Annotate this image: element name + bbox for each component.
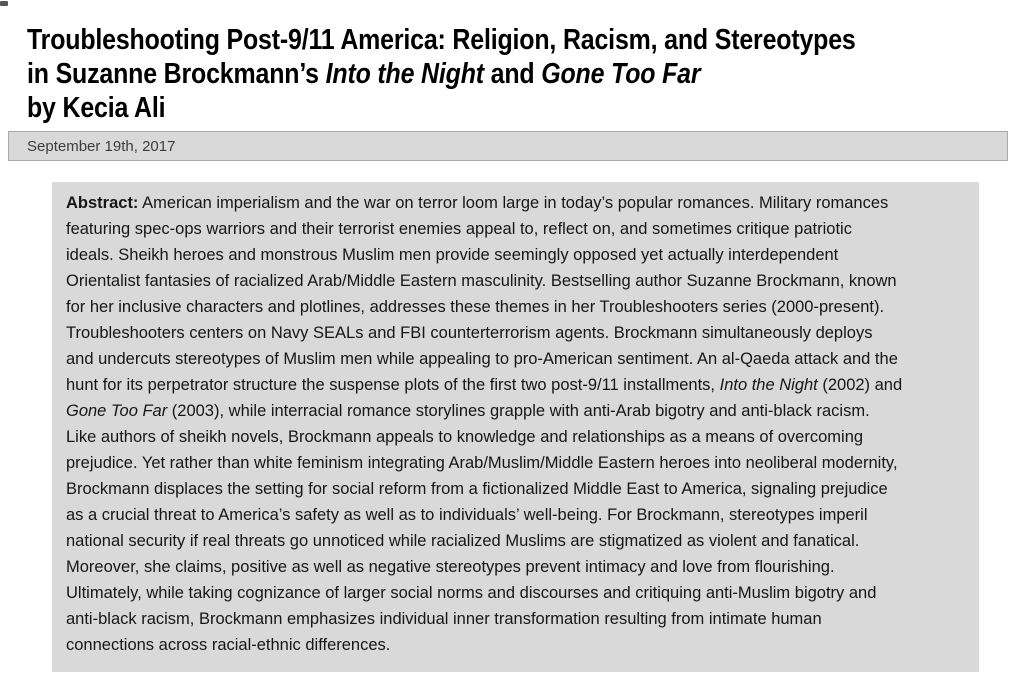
text-line bbox=[66, 450, 965, 476]
text-line bbox=[66, 528, 965, 554]
text-segment: Troubleshooters centers on Navy SEALs and FBI counterterrorism agents. Brockmann simultaneously deploys bbox=[66, 324, 873, 342]
text-line bbox=[66, 294, 965, 320]
text-segment: and bbox=[483, 58, 542, 90]
text-segment: in Suzanne Brockmann’s bbox=[27, 58, 326, 90]
text-line bbox=[66, 320, 965, 346]
text-line bbox=[66, 190, 965, 216]
text-segment: connections across racial-ethnic differences. bbox=[66, 636, 391, 654]
text-segment: Gone Too Far bbox=[66, 402, 168, 420]
text-line bbox=[66, 346, 965, 372]
text-segment: (2003), while interracial romance storylines grapple with anti-Arab bigotry and anti-black racism. bbox=[167, 402, 870, 420]
text-segment: Ultimately, while taking cognizance of larger social norms and discourses and critiquing anti-Muslim bigotry and bbox=[66, 584, 877, 602]
text-line bbox=[27, 23, 856, 57]
text-segment: Gone Too Far bbox=[541, 58, 701, 90]
text-line bbox=[66, 372, 965, 398]
text-segment: Into the Night bbox=[719, 376, 818, 394]
text-line bbox=[66, 632, 965, 658]
text-segment: Like authors of sheikh novels, Brockmann appeals to knowledge and relationships as a means of overcoming bbox=[66, 428, 864, 446]
text-segment: as a crucial threat to America’s safety as well as to individuals’ well-being. For Brockmann, stereotypes imperil bbox=[66, 506, 868, 524]
text-segment: Moreover, she claims, positive as well as negative stereotypes prevent intimacy and love from flourishing. bbox=[66, 558, 835, 576]
text-segment: Into the Night bbox=[325, 58, 484, 90]
text-line bbox=[27, 91, 856, 125]
text-segment: (2002) and bbox=[817, 376, 903, 394]
text-segment: anti-black racism, Brockmann emphasizes individual inner transformation resulting from intimate human bbox=[66, 610, 822, 628]
article-title bbox=[27, 23, 856, 125]
text-segment: featuring spec-ops warriors and their terrorist enemies appeal to, reflect on, and sometimes critique patriotic bbox=[66, 220, 852, 238]
abstract-box bbox=[52, 182, 979, 672]
text-segment: and undercuts stereotypes of Muslim men while appealing to pro-American sentiment. An al-Qaeda attack and the bbox=[66, 350, 898, 368]
text-segment: Orientalist fantasies of racialized Arab/Middle Eastern masculinity. Bestselling author Suzanne Brockmann, known bbox=[66, 272, 897, 290]
text-segment: Brockmann displaces the setting for social reform from a fictionalized Middle East to America, signaling prejudice bbox=[66, 480, 888, 498]
text-segment: prejudice. Yet rather than white feminism integrating Arab/Muslim/Middle Eastern heroes into neoliberal modernity, bbox=[66, 454, 898, 472]
text-segment: Troubleshooting Post-9/11 America: Religion, Racism, and Stereotypes bbox=[27, 24, 856, 56]
text-segment: hunt for its perpetrator structure the suspense plots of the first two post-9/11 installments, bbox=[66, 376, 720, 394]
text-segment: national security if real threats go unnoticed while racialized Muslims are stigmatized as violent and fanatical. bbox=[66, 532, 860, 550]
text-line bbox=[66, 502, 965, 528]
text-line bbox=[66, 554, 965, 580]
text-line bbox=[66, 398, 965, 424]
text-segment: for her inclusive characters and plotlines, addresses these themes in her Troubleshooters series (2000-present). bbox=[66, 298, 885, 316]
text-line bbox=[66, 476, 965, 502]
text-line bbox=[66, 242, 965, 268]
date-bar bbox=[8, 131, 1008, 161]
date-text: September 19th, 2017 bbox=[27, 137, 176, 155]
text-segment: Abstract: bbox=[66, 194, 139, 212]
text-segment: ideals. Sheikh heroes and monstrous Muslim men provide seemingly opposed yet actually interdependent bbox=[66, 246, 839, 264]
text-line bbox=[66, 216, 965, 242]
text-line bbox=[66, 580, 965, 606]
text-line bbox=[66, 424, 965, 450]
text-line bbox=[66, 606, 965, 632]
text-line bbox=[27, 57, 856, 91]
text-segment: by Kecia Ali bbox=[27, 92, 166, 124]
text-segment: American imperialism and the war on terror loom large in today’s popular romances. Military romances bbox=[138, 194, 889, 212]
text-line bbox=[66, 268, 965, 294]
screen-artifact bbox=[0, 1, 8, 6]
